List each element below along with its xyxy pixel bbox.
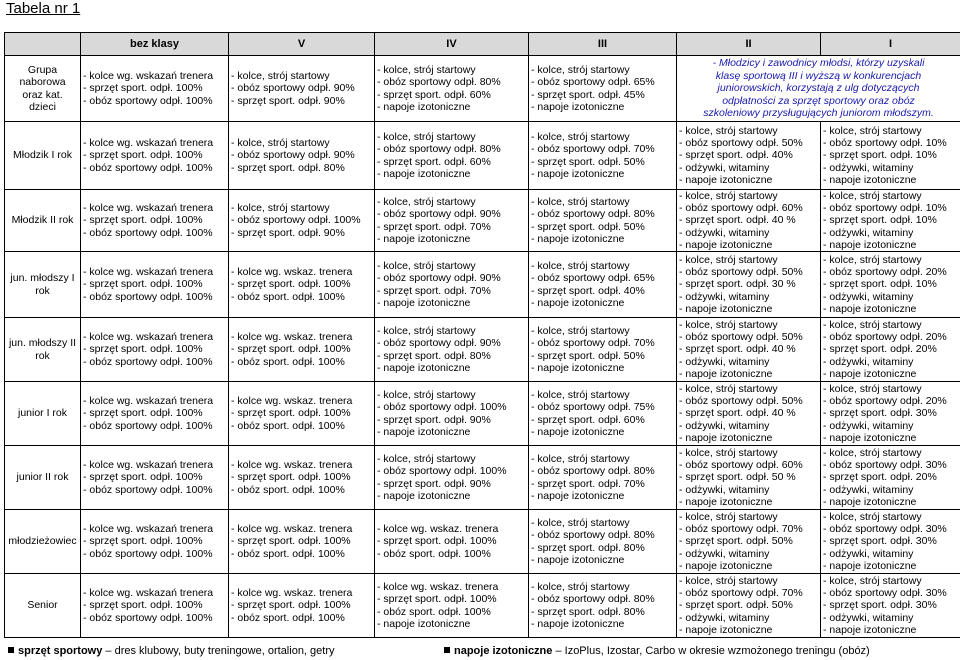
header-col-iv: IV <box>375 33 529 56</box>
table-cell: - kolce, strój startowy - obóz sportowy odpł. 20% - sprzęt sport. odpł. 30% - odżywki, witaminy - napoje izotoniczne <box>821 382 960 446</box>
table-row <box>5 446 960 510</box>
row-category <box>5 190 81 252</box>
row-category <box>5 318 81 382</box>
table-cell: - kolce, strój startowy - obóz sportowy odpł. 75% - sprzęt sport. odpł. 60% - napoje izotoniczne <box>529 382 677 446</box>
page-title: Tabela nr 1 <box>6 0 81 17</box>
table-cell: - kolce, strój startowy - obóz sportowy odpł. 10% - sprzęt sport. odpł. 10% - odżywki, witaminy - napoje izotoniczne <box>821 122 960 190</box>
row-category-label: Młodzik I rok <box>13 149 72 162</box>
table-cell: - kolce, strój startowy - obóz sportowy odpł. 70% - sprzęt sport. odpł. 50% - odżywki, witaminy - napoje izotoniczne <box>677 510 821 574</box>
table-cell: - kolce, strój startowy - obóz sportowy odpł. 65% - sprzęt sport. odpł. 40% - napoje izotoniczne <box>529 252 677 318</box>
row-category <box>5 122 81 190</box>
table-cell: - kolce, strój startowy - obóz sportowy odpł. 65% - sprzęt sport. odpł. 45% - napoje izotoniczne <box>529 56 677 122</box>
table-row <box>5 190 960 252</box>
header-row <box>5 33 960 56</box>
table-cell: - kolce, strój startowy - obóz sportowy odpł. 30% - sprzęt sport. odpł. 20% - odżywki, witaminy - napoje izotoniczne <box>821 446 960 510</box>
table-cell: - kolce wg. wskazań trenera - sprzęt sport. odpł. 100% - obóz sportowy odpł. 100% <box>81 190 229 252</box>
table-cell: - kolce wg. wskazań trenera - sprzęt sport. odpł. 100% - obóz sportowy odpł. 100% <box>81 510 229 574</box>
legend-term: napoje izotoniczne <box>454 645 553 657</box>
table-cell: - kolce, strój startowy - obóz sportowy odpł. 80% - sprzęt sport. odpł. 60% - napoje izotoniczne <box>375 122 529 190</box>
table-cell: - kolce, strój startowy - obóz sportowy odpł. 70% - sprzęt sport. odpł. 50% - napoje izotoniczne <box>529 122 677 190</box>
legend-term: sprzęt sportowy <box>18 645 103 657</box>
table-cell: - kolce, strój startowy - obóz sportowy odpł. 80% - sprzęt sport. odpł. 60% - napoje izotoniczne <box>375 56 529 122</box>
table-cell: - kolce, strój startowy - obóz sportowy odpł. 60% - sprzęt sport. odpł. 40 % - odżywki, witaminy - napoje izotoniczne <box>677 190 821 252</box>
header-col-iii: III <box>529 33 677 56</box>
table-cell: - kolce, strój startowy - obóz sportowy odpł. 70% - sprzęt sport. odpł. 50% - odżywki, witaminy - napoje izotoniczne <box>677 574 821 638</box>
table-cell: - kolce wg. wskaz. trenera - sprzęt sport. odpł. 100% - obóz sport. odpł. 100% <box>229 318 375 382</box>
row-category-label: młodzieżowiec <box>8 535 77 548</box>
row-category <box>5 252 81 318</box>
table-cell: - kolce, strój startowy - obóz sportowy odpł. 90% - sprzęt sport. odpł. 80% <box>229 122 375 190</box>
row-category <box>5 56 81 122</box>
table-cell: - kolce, strój startowy - obóz sportowy odpł. 80% - sprzęt sport. odpł. 50% - napoje izotoniczne <box>529 190 677 252</box>
row-category-label: junior I rok <box>17 407 68 420</box>
table-cell: - kolce wg. wskaz. trenera - sprzęt sport. odpł. 100% - obóz sport. odpł. 100% <box>229 510 375 574</box>
table-cell: - kolce wg. wskaz. trenera - sprzęt sport. odpł. 100% - obóz sport. odpł. 100% <box>375 510 529 574</box>
table-cell: - kolce wg. wskaz. trenera - sprzęt sport. odpł. 100% - obóz sport. odpł. 100% <box>229 252 375 318</box>
scholarship-table <box>4 32 960 638</box>
table-cell: - kolce, strój startowy - obóz sportowy odpł. 50% - sprzęt sport. odpł. 30 % - odżywki, witaminy - napoje izotoniczne <box>677 252 821 318</box>
legend-footer <box>8 645 958 659</box>
row-category <box>5 382 81 446</box>
square-bullet-icon <box>8 647 14 653</box>
legend-item-equipment <box>8 645 335 657</box>
table-cell: - kolce, strój startowy - obóz sportowy odpł. 80% - sprzęt sport. odpł. 80% - napoje izotoniczne <box>529 574 677 638</box>
row-category-label: Grupa naborowa oraz kat. dzieci <box>19 64 66 113</box>
table-cell: - kolce wg. wskazań trenera - sprzęt sport. odpł. 100% - obóz sportowy odpł. 100% <box>81 252 229 318</box>
table-cell: - kolce, strój startowy - obóz sportowy odpł. 30% - sprzęt sport. odpł. 30% - odżywki, witaminy - napoje izotoniczne <box>821 574 960 638</box>
row-category <box>5 574 81 638</box>
note-cell: - Młodzicy i zawodnicy młodsi, którzy uzyskali klasę sportową III i wyższą w konkurencjach juniorowskich, korzystają z ulg dotyczących odpłatności za sprzęt sportowy oraz obóz szkoleniowy przysługujących juniorom młodszym. <box>677 56 960 122</box>
table-cell: - kolce, strój startowy - obóz sportowy odpł. 80% - sprzęt sport. odpł. 80% - napoje izotoniczne <box>529 510 677 574</box>
table-cell: - kolce, strój startowy - obóz sportowy odpł. 50% - sprzęt sport. odpł. 40% - odżywki, witaminy - napoje izotoniczne <box>677 122 821 190</box>
legend-desc: – IzoPlus, Izostar, Carbo w okresie wzmożonego treningu (obóz) <box>552 645 870 657</box>
table-cell: - kolce wg. wskazań trenera - sprzęt sport. odpł. 100% - obóz sportowy odpł. 100% <box>81 56 229 122</box>
table-cell: - kolce wg. wskaz. trenera - sprzęt sport. odpł. 100% - obóz sport. odpł. 100% - napoje izotoniczne <box>375 574 529 638</box>
table-cell: - kolce wg. wskaz. trenera - sprzęt sport. odpł. 100% - obóz sport. odpł. 100% <box>229 446 375 510</box>
header-col-ii: II <box>677 33 821 56</box>
table-cell: - kolce, strój startowy - obóz sportowy odpł. 50% - sprzęt sport. odpł. 40 % - odżywki, witaminy - napoje izotoniczne <box>677 318 821 382</box>
row-category-label: jun. młodszy I rok <box>10 272 75 297</box>
header-col-bez-klasy: bez klasy <box>81 33 229 56</box>
table-cell: - kolce wg. wskazań trenera - sprzęt sport. odpł. 100% - obóz sportowy odpł. 100% <box>81 318 229 382</box>
legend-item-isotonic <box>444 645 870 657</box>
table-cell: - kolce, strój startowy - obóz sportowy odpł. 100% - sprzęt sport. odpł. 90% - napoje izotoniczne <box>375 446 529 510</box>
table-row <box>5 382 960 446</box>
square-bullet-icon <box>444 647 450 653</box>
table-cell: - kolce, strój startowy - obóz sportowy odpł. 50% - sprzęt sport. odpł. 40 % - odżywki, witaminy - napoje izotoniczne <box>677 382 821 446</box>
row-category <box>5 510 81 574</box>
table-row <box>5 510 960 574</box>
header-col-i: I <box>821 33 960 56</box>
row-category-label: junior II rok <box>16 471 69 484</box>
table-cell: - kolce, strój startowy - obóz sportowy odpł. 100% - sprzęt sport. odpł. 90% - napoje izotoniczne <box>375 382 529 446</box>
row-category-label: Senior <box>27 599 58 612</box>
table-cell: - kolce wg. wskaz. trenera - sprzęt sport. odpł. 100% - obóz sport. odpł. 100% <box>229 382 375 446</box>
table-cell: - kolce, strój startowy - obóz sportowy odpł. 10% - sprzęt sport. odpł. 10% - odżywki, witaminy - napoje izotoniczne <box>821 190 960 252</box>
table-cell: - kolce, strój startowy - obóz sportowy odpł. 60% - sprzęt sport. odpł. 50 % - odżywki, witaminy - napoje izotoniczne <box>677 446 821 510</box>
legend-desc: – dres klubowy, buty treningowe, ortalion, getry <box>102 645 335 657</box>
table-cell: - kolce wg. wskazań trenera - sprzęt sport. odpł. 100% - obóz sportowy odpł. 100% <box>81 446 229 510</box>
table-row <box>5 122 960 190</box>
table-row <box>5 56 960 122</box>
table-cell: - kolce, strój startowy - obóz sportowy odpł. 90% - sprzęt sport. odpł. 70% - napoje izotoniczne <box>375 190 529 252</box>
table-cell: - kolce, strój startowy - obóz sportowy odpł. 90% - sprzęt sport. odpł. 90% <box>229 56 375 122</box>
table-cell: - kolce, strój startowy - obóz sportowy odpł. 90% - sprzęt sport. odpł. 70% - napoje izotoniczne <box>375 252 529 318</box>
table-row <box>5 574 960 638</box>
header-col-v: V <box>229 33 375 56</box>
row-category-label: Młodzik II rok <box>11 214 74 227</box>
table-cell: - kolce, strój startowy - obóz sportowy odpł. 100% - sprzęt sport. odpł. 90% <box>229 190 375 252</box>
table-cell: - kolce, strój startowy - obóz sportowy odpł. 70% - sprzęt sport. odpł. 50% - napoje izotoniczne <box>529 318 677 382</box>
row-category <box>5 446 81 510</box>
table-cell: - kolce wg. wskazań trenera - sprzęt sport. odpł. 100% - obóz sportowy odpł. 100% <box>81 122 229 190</box>
table-cell: - kolce, strój startowy - obóz sportowy odpł. 80% - sprzęt sport. odpł. 70% - napoje izotoniczne <box>529 446 677 510</box>
table-row <box>5 252 960 318</box>
header-corner <box>5 33 81 56</box>
table-cell: - kolce, strój startowy - obóz sportowy odpł. 90% - sprzęt sport. odpł. 80% - napoje izotoniczne <box>375 318 529 382</box>
row-category-label: jun. młodszy II rok <box>8 337 77 362</box>
table-cell: - kolce, strój startowy - obóz sportowy odpł. 20% - sprzęt sport. odpł. 20% - odżywki, witaminy - napoje izotoniczne <box>821 318 960 382</box>
table-cell: - kolce wg. wskaz. trenera - sprzęt sport. odpł. 100% - obóz sport. odpł. 100% <box>229 574 375 638</box>
table-body <box>5 56 960 638</box>
table-cell: - kolce wg. wskazań trenera - sprzęt sport. odpł. 100% - obóz sportowy odpł. 100% <box>81 382 229 446</box>
table-cell: - kolce, strój startowy - obóz sportowy odpł. 20% - sprzęt sport. odpł. 10% - odżywki, witaminy - napoje izotoniczne <box>821 252 960 318</box>
table-row <box>5 318 960 382</box>
table-cell: - kolce, strój startowy - obóz sportowy odpł. 30% - sprzęt sport. odpł. 30% - odżywki, witaminy - napoje izotoniczne <box>821 510 960 574</box>
table-cell: - kolce wg. wskazań trenera - sprzęt sport. odpł. 100% - obóz sportowy odpł. 100% <box>81 574 229 638</box>
